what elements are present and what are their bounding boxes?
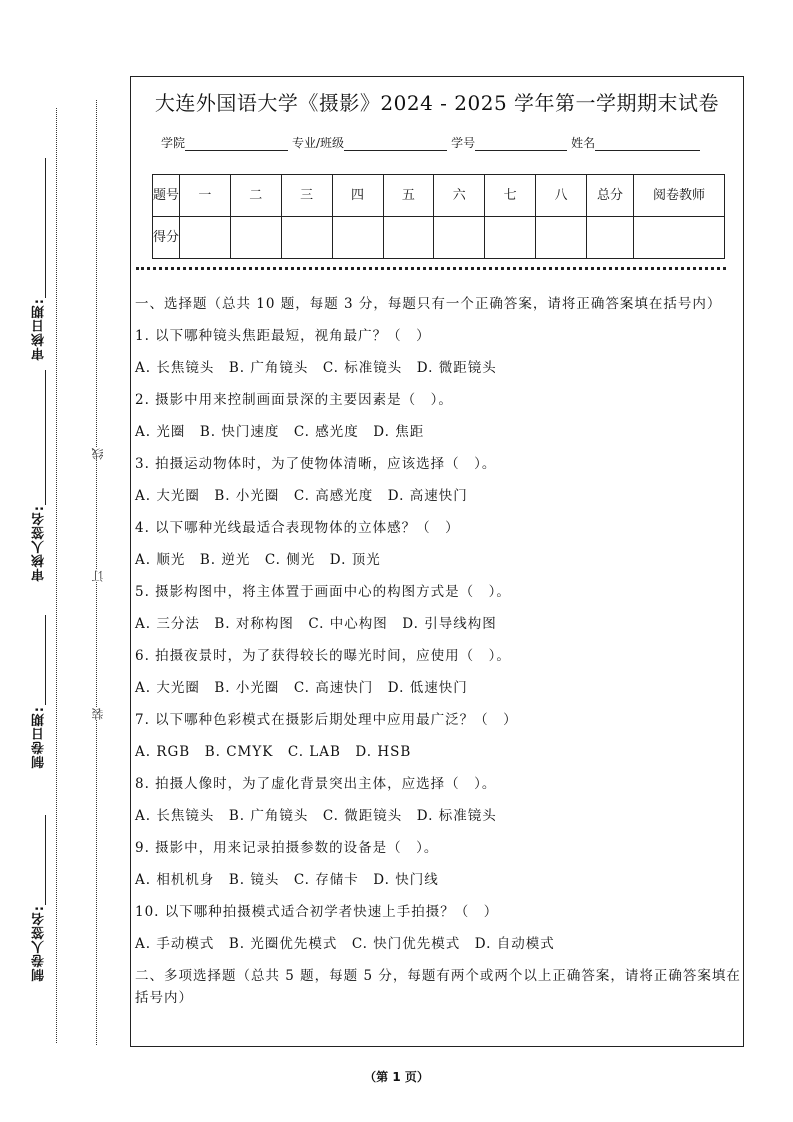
score-cell[interactable] [332,217,383,259]
student-id-label: 学号 [451,136,476,150]
column-header: 二 [230,175,281,217]
binding-char-staple: 订 [91,570,105,582]
options-6: A. 大光圈 B. 小光圈 C. 高速快门 D. 低速快门 [135,680,468,696]
student-id-field[interactable] [475,137,567,151]
options-10: A. 手动模式 B. 光圈优先模式 C. 快门优先模式 D. 自动模式 [135,936,555,952]
binding-margin [0,0,125,1122]
score-table-score-row [153,217,725,259]
options-5: A. 三分法 B. 对称构图 C. 中心构图 D. 引导线构图 [135,616,497,632]
question-1: 1. 以下哪种镜头焦距最短，视角最广？（ ） [135,328,431,344]
score-table-header-row [153,175,725,217]
sign-line [45,370,46,505]
column-header: 三 [281,175,332,217]
options-2: A. 光圈 B. 快门速度 C. 感光度 D. 焦距 [135,424,425,440]
header-label-cell: 题号 [153,175,180,217]
column-header: 八 [536,175,587,217]
column-header: 五 [383,175,434,217]
score-cell[interactable] [536,217,587,259]
question-3: 3. 拍摄运动物体时，为了使物体清晰，应该选择（ ）。 [135,456,497,472]
score-cell[interactable] [434,217,485,259]
major-class-label: 专业/班级 [292,136,345,150]
binding-char-line: 线 [91,448,105,460]
paper-maker-signature-label: 制卷人签名: [32,905,47,982]
column-header: 六 [434,175,485,217]
score-cell[interactable] [587,217,634,259]
exam-frame [130,76,744,1047]
options-7: A. RGB B. CMYK C. LAB D. HSB [135,744,412,760]
sign-line [45,815,46,905]
question-5: 5. 摄影构图中，将主体置于画面中心的构图方式是（ ）。 [135,584,511,600]
binding-dotted-line-left [56,108,57,1043]
question-8: 8. 拍摄人像时，为了虚化背景突出主体，应选择（ ）。 [135,776,497,792]
options-4: A. 顺光 B. 逆光 C. 侧光 D. 顶光 [135,552,381,568]
college-label: 学院 [161,136,186,150]
major-class-field[interactable] [344,137,447,151]
exam-title: 大连外国语大学《摄影》2024 - 2025 学年第一学期期末试卷 [154,91,720,115]
question-9: 9. 摄影中，用来记录拍摄参数的设备是（ ）。 [135,840,439,856]
options-8: A. 长焦镜头 B. 广角镜头 C. 微距镜头 D. 标准镜头 [135,808,497,824]
score-cell[interactable] [634,217,725,259]
options-1: A. 长焦镜头 B. 广角镜头 C. 标准镜头 D. 微距镜头 [135,360,497,376]
reviewer-signature-label: 审核人签名: [32,505,47,582]
question-4: 4. 以下哪种光线最适合表现物体的立体感？（ ） [135,520,460,536]
score-cell[interactable] [230,217,281,259]
column-header: 阅卷教师 [634,175,725,217]
name-label: 姓名 [571,136,596,150]
options-9: A. 相机机身 B. 镜头 C. 存储卡 D. 快门线 [135,872,439,888]
score-cell[interactable] [180,217,231,259]
page-number: （第 1 页） [364,1070,429,1084]
score-cell[interactable] [383,217,434,259]
column-header: 一 [180,175,231,217]
name-field[interactable] [595,137,700,151]
question-6: 6. 拍摄夜景时，为了获得较长的曝光时间，应使用（ ）。 [135,648,511,664]
sign-line [45,158,46,298]
review-date-label: 审核日期: [32,298,47,361]
column-header: 总分 [587,175,634,217]
binding-char-bind: 装 [91,708,105,720]
column-header: 七 [485,175,536,217]
college-field[interactable] [185,137,288,151]
sign-line [45,615,46,705]
dotted-separator [136,267,726,270]
score-cell[interactable] [485,217,536,259]
student-info-row [161,134,704,151]
question-10: 10. 以下哪种拍摄模式适合初学者快速上手拍摄？（ ） [135,904,499,920]
score-table [152,174,725,259]
section1-heading: 一、选择题（总共 10 题，每题 3 分，每题只有一个正确答案，请将正确答案填在括号内） [135,296,722,312]
score-cell[interactable] [281,217,332,259]
section2-heading: 二、多项选择题（总共 5 题，每题 5 分，每题有两个或两个以上正确答案，请将正确答案填在括号内） [135,968,741,1006]
row-label-cell: 得分 [153,217,180,259]
question-7: 7. 以下哪种色彩模式在摄影后期处理中应用最广泛？（ ） [135,712,518,728]
exam-content [135,293,741,1009]
column-header: 四 [332,175,383,217]
paper-date-label: 制卷日期: [32,706,47,769]
question-2: 2. 摄影中用来控制画面景深的主要因素是（ ）。 [135,392,453,408]
options-3: A. 大光圈 B. 小光圈 C. 高感光度 D. 高速快门 [135,488,468,504]
